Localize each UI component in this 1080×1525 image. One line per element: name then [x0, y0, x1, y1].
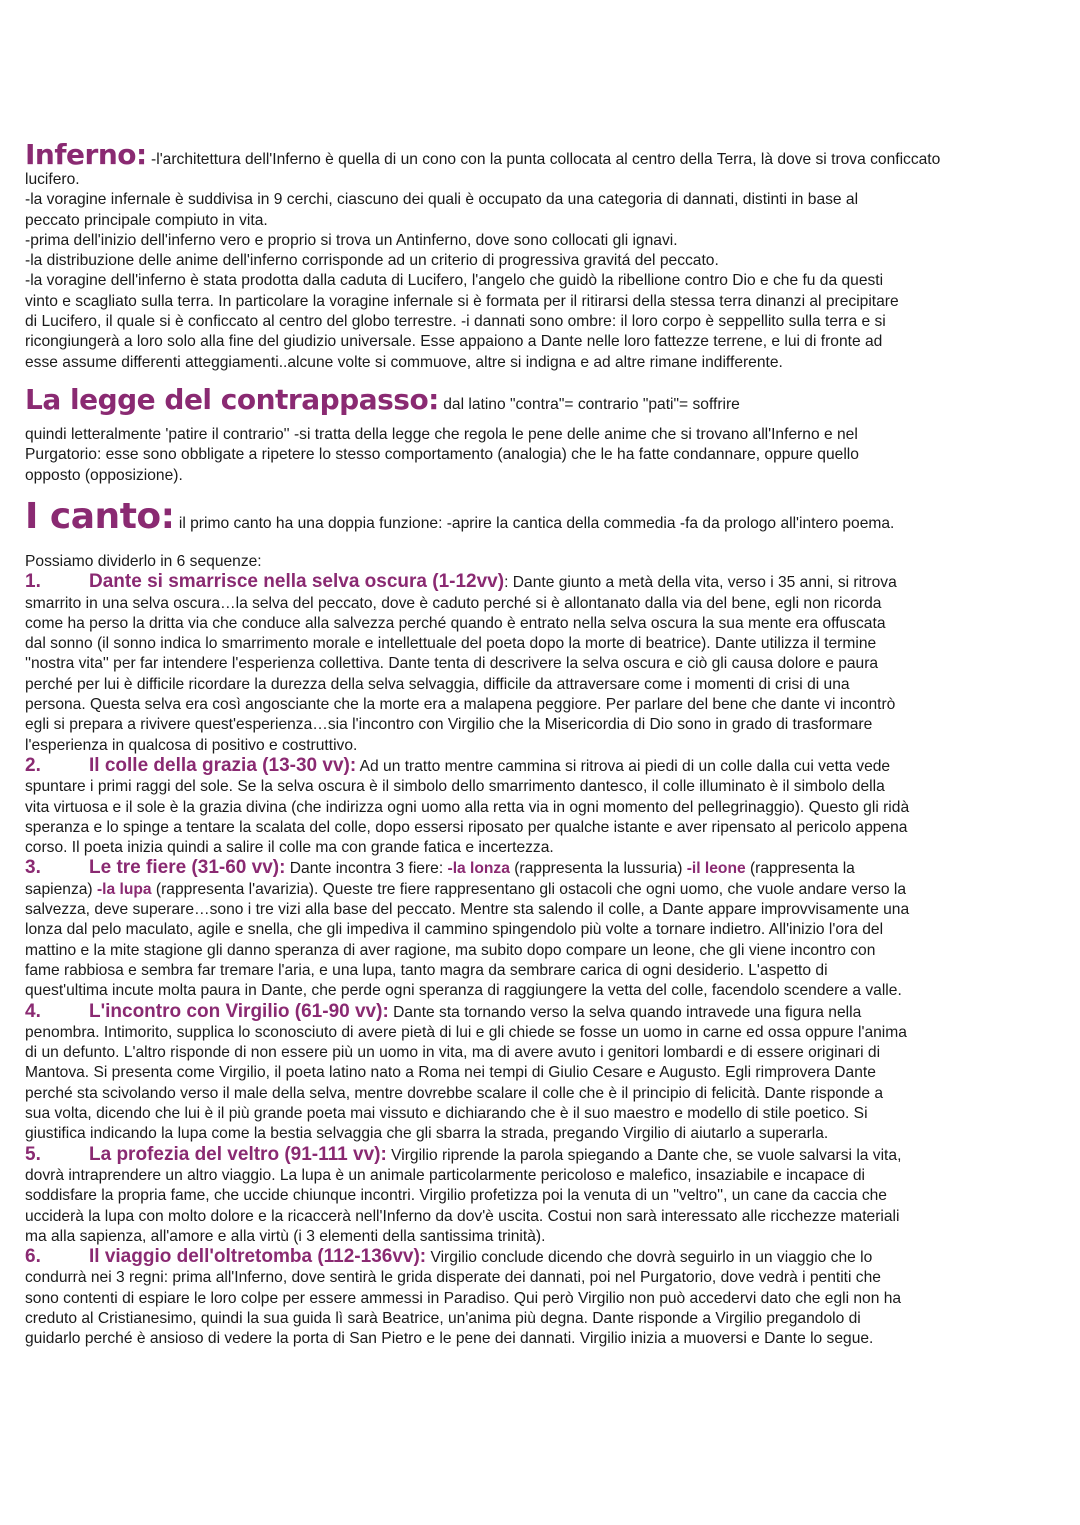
section-first-text: Virgilio riprende la parola spiegando a Dante che, se vuole salvarsi la vita, — [386, 1146, 902, 1164]
text-line: perché per lui è difficile ricordare la durezza della selva selvaggia, difficile da attraversare come i momenti di crisi di una — [25, 675, 850, 693]
text-line: sua volta, dicendo che lui è il più grande poeta mai vissuto e dichiarando che è il suo maestro e modello di stile poetico. Si — [25, 1105, 868, 1123]
text-line: perché sta scivolando verso il male della selva, mentre dovrebbe scalare il colle che è il principio di felicità. Dante risponde a — [25, 1084, 884, 1102]
section-first-text: Dante sta tornando verso la selva quando intravede una figura nella — [388, 1003, 862, 1021]
section-number: 3. — [25, 857, 41, 879]
text-line: peccato principale compiuto in vita. — [25, 211, 268, 229]
section-number: 1. — [25, 571, 41, 593]
inferno-first-line: -l'architettura dell'Inferno è quella di un cono con la punta collocata al centro della Terra, là dove si trova conficcato — [146, 151, 941, 168]
text-line: persona. Questa selva era così angosciante che la morte era a malapena peggiore. Per parlare del bene che dante vi incontrò — [25, 696, 896, 714]
canto-body — [25, 552, 1060, 1350]
contrappasso-heading-line — [25, 383, 740, 416]
text-line: opposto (opposizione). — [25, 466, 183, 484]
text-line: speranza e lo spinge a tentare la scalata del colle, dopo essersi riposato per qualche istante e aver ripensato al pericolo appena — [25, 818, 908, 836]
contrappasso-heading: La legge del contrappasso: — [25, 383, 439, 416]
section-first-text: Virgilio conclude dicendo che dovrà seguirlo in un viaggio che lo — [426, 1249, 873, 1267]
text-line: vinto e scagliato sulla terra. In particolare la voragine infernale si è formata per il ritirarsi della stessa terra dinanzi al precipitare — [25, 292, 899, 310]
text-line: -la voragine dell'inferno è stata prodotta dalla caduta di Lucifero, l'angelo che guidò la ribellione contro Dio e che fu da questi — [25, 272, 884, 290]
text-line: ''nostra vita'' per far intendere l'esperienza collettiva. Dante tenta di descrivere la selva oscura e ciò gli causa dolore e paura — [25, 655, 879, 673]
text-line: quest'ultima incute molta paura in Dante, che perde ogni speranza di raggiungere la vetta del colle, facendolo scendere a valle. — [25, 982, 902, 1000]
section-title: Dante si smarrisce nella selva oscura (1-12vv) — [89, 571, 505, 593]
section-text: sapienza) — [25, 880, 97, 898]
text-line: ricongiungerà a loro solo alla fine del giudizio universale. Esse appaiono a Dante nelle loro fattezze terrene, e lui di fronte ad — [25, 333, 883, 351]
text-line: penombra. Intimorito, supplica lo sconosciuto di avere pietà di lui e gli chiede se fosse un uomo in carne ed ossa oppure l'anima — [25, 1023, 907, 1041]
section-text: (rappresenta l'avarizia). Queste tre fiere rappresentano gli ostacoli che ogni uomo, che vuole andare verso la — [151, 880, 907, 898]
inferno-body — [25, 170, 1060, 373]
text-line: guidarlo perché è ansioso di vedere la porta di San Pietro e le pene dei dannati. Virgilio inizia a muoversi e Dante lo segue. — [25, 1330, 874, 1348]
text-line: -la voragine infernale è suddivisa in 9 cerchi, ciascuno dei quali è occupato da una categoria di dannati, distinti in base al — [25, 191, 859, 209]
section-number: 2. — [25, 754, 41, 776]
text-line: condurrà nei 3 regni: prima all'Inferno, dove sentirà le grida disperate dei dannati, poi nel Purgatorio, dove vedrà i pentiti che — [25, 1269, 881, 1287]
text-line: -la distribuzione delle anime dell'inferno corrisponde ad un criterio di progressiva gravitá del peccato. — [25, 252, 719, 270]
section-number: 5. — [25, 1143, 41, 1165]
contrappasso-body — [25, 425, 1060, 486]
text-line: ucciderà la lupa con molto dolore e la ricaccerà nell'Inferno da dov'è uscita. Costui non sarà interessato alle ricchezze materiali — [25, 1207, 900, 1225]
section-number: 4. — [25, 1000, 41, 1022]
section-first-text: Ad un tratto mentre cammina si ritrova ai piedi di un colle dalla cui vetta vede — [356, 757, 891, 775]
section-title: Il colle della grazia (13-30 vv): — [89, 754, 357, 776]
text-line: salvezza, deve superare…sono i tre vizi alla base del peccato. Mentre sta salendo il colle, a Dante appare improvvisamente una — [25, 901, 910, 919]
text-line: lucifero. — [25, 171, 80, 188]
section-2-heading — [25, 756, 1060, 777]
text-line: dovrà intraprendere un altro viaggio. La lupa è un animale particolarmente pericoloso e malefico, insaziabile e incapace di — [25, 1166, 865, 1184]
text-line: giustifica indicando la lupa come la bestia selvaggia che gli sbarra la strada, pregando Virgilio di aiutarlo a superarla. — [25, 1125, 829, 1143]
leone-label: -il leone — [686, 860, 746, 878]
section-title: Il viaggio dell'oltretomba (112-136vv): — [89, 1246, 427, 1268]
text-line: l'esperienza in qualcosa di positivo e costruttivo. — [25, 736, 358, 754]
text-line — [25, 880, 1060, 900]
text-line: Mantova. Si presenta come Virgilio, il poeta latino nato a Roma nei tempi di Giulio Cesare e Augusto. Egli rimprovera Dante — [25, 1064, 876, 1082]
section-number: 6. — [25, 1246, 41, 1268]
text-line: mattino e la mite stagione gli danno speranza di aver ragione, ma subito dopo compare un leone, che gli viene incontro con — [25, 941, 876, 959]
text-line: di un defunto. L'altro risponde di non essere più un uomo in vita, ma di avere avuto i genitori lombardi e di essere originari di — [25, 1044, 881, 1062]
text-line: quindi letteralmente 'patire il contrario'' -si tratta della legge che regola le pene delle anime che si trovano all'Inferno e nel — [25, 426, 858, 443]
text-line: esse assume differenti atteggiamenti..alcune volte si commuove, altre si indigna e ad altre rimane indifferente. — [25, 353, 783, 371]
text-line: spuntare i primi raggi del sole. Se la selva oscura è il simbolo dello smarrimento dantesco, il colle illuminato è il simbolo della — [25, 778, 885, 796]
inferno-heading-line — [25, 138, 940, 171]
text-line: -prima dell'inizio dell'inferno vero e proprio si trova un Antinferno, dove sono collocati gli ignavi. — [25, 231, 678, 249]
text-line: di Lucifero, il quale si è conficcato al centro del globo terrestre. -i dannati sono ombre: il loro corpo è seppellito sulla terra e si — [25, 313, 886, 331]
section-6-heading — [25, 1247, 1060, 1268]
text-line: egli si prepara a rivivere quest'esperienza…sia l'incontro con Virgilio che la Misericordia di Dio sono in grado di trasformare — [25, 716, 873, 734]
section-first-text: (rappresenta la lussuria) — [509, 860, 687, 878]
section-5-heading — [25, 1145, 1060, 1166]
text-line: sono contenti di espiare le loro colpe per essere ammessi in Paradiso. Qui però Virgilio non può accedervi dato che egli non ha — [25, 1289, 902, 1307]
section-1-heading — [25, 572, 1060, 593]
section-first-text: (rappresenta la — [745, 860, 855, 878]
text-line: come ha perso la dritta via che conduce alla salvezza perché quando è entrato nella selva oscura la sua mente era offuscata — [25, 614, 886, 632]
text-line: dal sonno (il sonno indica lo smarrimento morale e intellettuale del poeta dopo la morte di beatrice). Dante utilizza il termine — [25, 635, 877, 653]
text-line: creduto al Cristianesimo, quindi la sua guida lì sarà Beatrice, un'anima più degna. Dante risponde a Virgilio pregandolo di — [25, 1309, 861, 1327]
canto-intro: il primo canto ha una doppia funzione: -aprire la cantica della commedia -fa da prologo all'intero poema. — [174, 515, 895, 532]
lupa-label: -la lupa — [96, 880, 152, 898]
text-line: lonza dal pelo maculato, agile e snella, che gli impediva il cammino spingendolo più volte a tornare indietro. All'inizio l'ora del — [25, 921, 884, 939]
section-colon: : — [504, 574, 509, 592]
text-line: Purgatorio: esse sono obbligate a ripetere lo stesso comportamento (analogia) che le ha fatte condannare, oppure quello — [25, 446, 859, 464]
canto-heading: I canto: — [25, 496, 175, 537]
text-line: smarrito in una selva oscura…la selva del peccato, dove è caduto perché si è allontanato dalla via del bene, egli non ricorda — [25, 594, 882, 612]
lonza-label: -la lonza — [447, 860, 510, 878]
canto-heading-line — [25, 496, 894, 537]
section-first-text: Dante giunto a metà della vita, verso i 35 anni, si ritrova — [508, 574, 897, 592]
text-line: corso. Il poeta inizia quindi a salire il colle ma con grande fatica e incertezza. — [25, 839, 554, 857]
sequences-intro: Possiamo dividerlo in 6 sequenze: — [25, 553, 262, 570]
section-title: La profezia del veltro (91-111 vv): — [89, 1143, 387, 1165]
contrappasso-intro: dal latino "contra"= contrario "pati"= soffrire — [438, 396, 740, 413]
text-line: vita virtuosa e il sole è la grazia divina (che indirizza ogni uomo alla retta via in ogni momento del pellegrinaggio). Questo gli ridà — [25, 798, 910, 816]
section-3-heading — [25, 858, 1060, 879]
inferno-heading: Inferno: — [25, 138, 147, 171]
section-first-text: Dante incontra 3 fiere: — [285, 860, 448, 878]
text-line: ma alla sapienza, all'amore e alla virtù (i 3 elementi della santissima trinità). — [25, 1227, 546, 1245]
text-line: fame rabbiosa e sembra far tremare l'aria, e una lupa, tanto magra da sembrare carica di ogni desiderio. L'aspetto di — [25, 961, 828, 979]
section-title: L'incontro con Virgilio (61-90 vv): — [89, 1000, 389, 1022]
text-line: soddisfare la propria fame, che uccide chiunque incontri. Virgilio profetizza poi la venuta di un ''veltro'', un cane da caccia che — [25, 1187, 887, 1205]
section-title: Le tre fiere (31-60 vv): — [89, 857, 286, 879]
section-4-heading — [25, 1002, 1060, 1023]
